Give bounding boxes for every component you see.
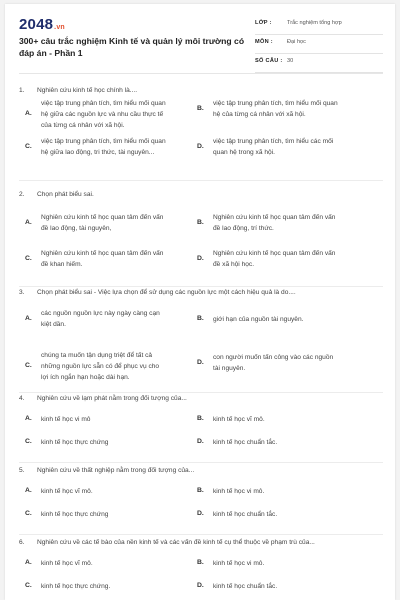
- question-text: [19, 394, 379, 403]
- answer-option[interactable]: [25, 437, 193, 448]
- option-text: việc tập trung phân tích, tìm hiểu mối quan hệ của từng cá nhân với xã hội.: [213, 100, 338, 118]
- question-number: 3.: [19, 289, 25, 296]
- option-letter: D.: [197, 254, 204, 262]
- answer-option[interactable]: [25, 581, 193, 592]
- option-text: kinh tế học thực chứng.: [41, 583, 111, 590]
- option-text: kinh tế học thực chứng: [41, 511, 109, 518]
- question-divider: [19, 392, 383, 393]
- option-text: việc tập trung phân tích, tìm hiểu mối quan hệ giữa lao động, tri thức, tài nguyên...: [41, 138, 166, 156]
- option-letter: C.: [25, 362, 32, 369]
- question-number: 1.: [19, 87, 25, 94]
- option-text: kinh tế học chuẩn tắc.: [213, 583, 278, 590]
- option-text: chúng ta muốn tận dụng triệt để tất cả những nguồn lực sẵn có để phục vụ cho lợi ích ngắn hạn hoặc dài hạn.: [41, 352, 160, 381]
- answer-option[interactable]: [25, 350, 193, 383]
- option-text: Nghiên cứu kinh tế học quan tâm đến vấn đề lao động, trí thức.: [213, 214, 336, 232]
- option-letter: B.: [197, 315, 204, 322]
- answer-option[interactable]: [25, 558, 193, 569]
- meta-key: SỐ CÂU :: [255, 58, 283, 64]
- option-text: việc tập trung phân tích, tìm hiểu mối quan hệ giữa các nguồn lực và nhu cầu thực tế của từng cá nhân với xã hội.: [41, 100, 166, 129]
- option-text: các nguồn nguồn lực này ngày càng cạn kiệt dần.: [41, 310, 160, 328]
- option-letter: D.: [197, 438, 204, 445]
- option-text: kinh tế học thực chứng: [41, 439, 109, 446]
- answer-option[interactable]: [25, 136, 193, 158]
- answer-option[interactable]: [197, 437, 365, 448]
- option-text: Nghiên cứu kinh tế học quan tâm đến vấn đề lao động, tài nguyên,: [41, 214, 164, 232]
- option-letter: B.: [197, 218, 204, 226]
- answer-option[interactable]: [197, 414, 365, 425]
- question-divider: [19, 462, 383, 463]
- document-header: [5, 4, 395, 68]
- option-letter: D.: [197, 358, 204, 366]
- answer-option[interactable]: [25, 509, 193, 520]
- option-letter: A.: [25, 487, 32, 494]
- question-divider: [19, 534, 383, 535]
- answer-option[interactable]: [25, 308, 193, 330]
- question-text: [19, 86, 379, 95]
- answer-option[interactable]: [197, 136, 365, 158]
- meta-value: Đại học: [287, 39, 306, 45]
- question-number: 5.: [19, 467, 25, 474]
- option-letter: B.: [197, 415, 204, 422]
- option-letter: D.: [197, 142, 204, 150]
- meta-value: Trắc nghiệm tổng hợp: [287, 20, 342, 26]
- option-letter: A.: [25, 110, 32, 117]
- option-text: kinh tế học vi mô.: [213, 488, 265, 495]
- option-letter: B.: [197, 559, 204, 566]
- option-letter: D.: [197, 510, 204, 517]
- option-letter: C.: [25, 438, 32, 445]
- logo-tld: .vn: [54, 24, 65, 31]
- document-page: [5, 4, 395, 600]
- question-divider: [19, 180, 383, 181]
- meta-key: LỚP :: [255, 20, 272, 26]
- answer-option[interactable]: [197, 248, 365, 270]
- meta-key: MÔN :: [255, 39, 273, 45]
- question-prompt: Nghiên cứu về lạm phát nằm trong đối tượng của...: [37, 395, 187, 402]
- meta-value: 30: [287, 58, 294, 64]
- option-letter: A.: [25, 218, 32, 226]
- answer-option[interactable]: [197, 352, 365, 374]
- meta-row-count: [255, 55, 383, 73]
- answer-option[interactable]: [197, 509, 365, 520]
- option-letter: C.: [25, 582, 32, 589]
- option-text: kinh tế học chuẩn tắc.: [213, 511, 278, 518]
- option-text: kinh tế học vĩ mô.: [41, 560, 93, 567]
- answer-option[interactable]: [197, 558, 365, 569]
- option-letter: D.: [197, 582, 204, 589]
- option-letter: A.: [25, 415, 32, 422]
- question-text: [19, 466, 379, 475]
- question-text: [19, 190, 379, 199]
- option-text: kinh tế học vĩ mô.: [41, 488, 93, 495]
- option-letter: C.: [25, 254, 32, 262]
- meta-row-class: [255, 17, 383, 35]
- option-letter: C.: [25, 510, 32, 517]
- option-text: kinh tế học vi mô.: [213, 560, 265, 567]
- option-text: kinh tế học vĩ mô.: [213, 416, 265, 423]
- answer-option[interactable]: [25, 212, 193, 234]
- question-number: 6.: [19, 539, 25, 546]
- header-divider: [19, 73, 383, 74]
- question-prompt: Nghiên cứu kinh tế học chính là....: [37, 87, 138, 94]
- question-number: 2.: [19, 191, 25, 198]
- option-text: việc tập trung phân tích, tìm hiểu các mối quan hệ trong xã hội.: [213, 138, 334, 156]
- answer-option[interactable]: [197, 486, 365, 497]
- option-letter: C.: [25, 142, 32, 150]
- option-text: Nghiên cứu kinh tế học quan tâm đến vấn đề xã hội học.: [213, 250, 336, 268]
- answer-option[interactable]: [25, 98, 193, 131]
- logo-text: 2048: [19, 16, 54, 33]
- option-text: Nghiên cứu kinh tế học quan tâm đến vấn đề khan hiếm.: [41, 250, 164, 268]
- option-text: giới hạn của nguồn tài nguyên.: [213, 316, 304, 323]
- option-text: kinh tế học vi mô: [41, 416, 91, 423]
- question-number: 4.: [19, 395, 25, 402]
- answer-option[interactable]: [197, 314, 365, 325]
- document-meta: [255, 17, 383, 74]
- answer-option[interactable]: [25, 486, 193, 497]
- option-text: con người muốn tấn công vào các nguồn tài nguyên.: [213, 354, 334, 372]
- option-letter: A.: [25, 559, 32, 566]
- question-prompt: Chọn phát biểu sai - Việc lựa chọn để sử dụng các nguồn lực một cách hiệu quả là do....: [37, 289, 296, 296]
- site-logo[interactable]: [19, 16, 65, 33]
- answer-option[interactable]: [197, 212, 365, 234]
- answer-option[interactable]: [197, 98, 365, 120]
- question-text: [19, 538, 379, 547]
- question-prompt: Chọn phát biểu sai.: [37, 191, 94, 198]
- answer-option[interactable]: [25, 248, 193, 270]
- question-divider: [19, 286, 383, 287]
- option-letter: B.: [197, 487, 204, 494]
- option-text: kinh tế học chuẩn tắc.: [213, 439, 278, 446]
- answer-option[interactable]: [197, 581, 365, 592]
- option-letter: B.: [197, 104, 204, 112]
- question-prompt: Nghiên cứu về thất nghiệp nằm trong đối tượng của...: [37, 467, 195, 474]
- answer-option[interactable]: [25, 414, 193, 425]
- document-title: 300+ câu trắc nghiệm Kinh tế và quản lý môi trường có đáp án - Phần 1: [19, 36, 245, 58]
- question-prompt: Nghiên cứu về các tế bào của nền kinh tế và các vấn đề kinh tế cụ thể thuộc về phạm trù của...: [37, 539, 315, 546]
- option-letter: A.: [25, 314, 32, 322]
- question-text: [19, 288, 379, 297]
- meta-row-subject: [255, 36, 383, 54]
